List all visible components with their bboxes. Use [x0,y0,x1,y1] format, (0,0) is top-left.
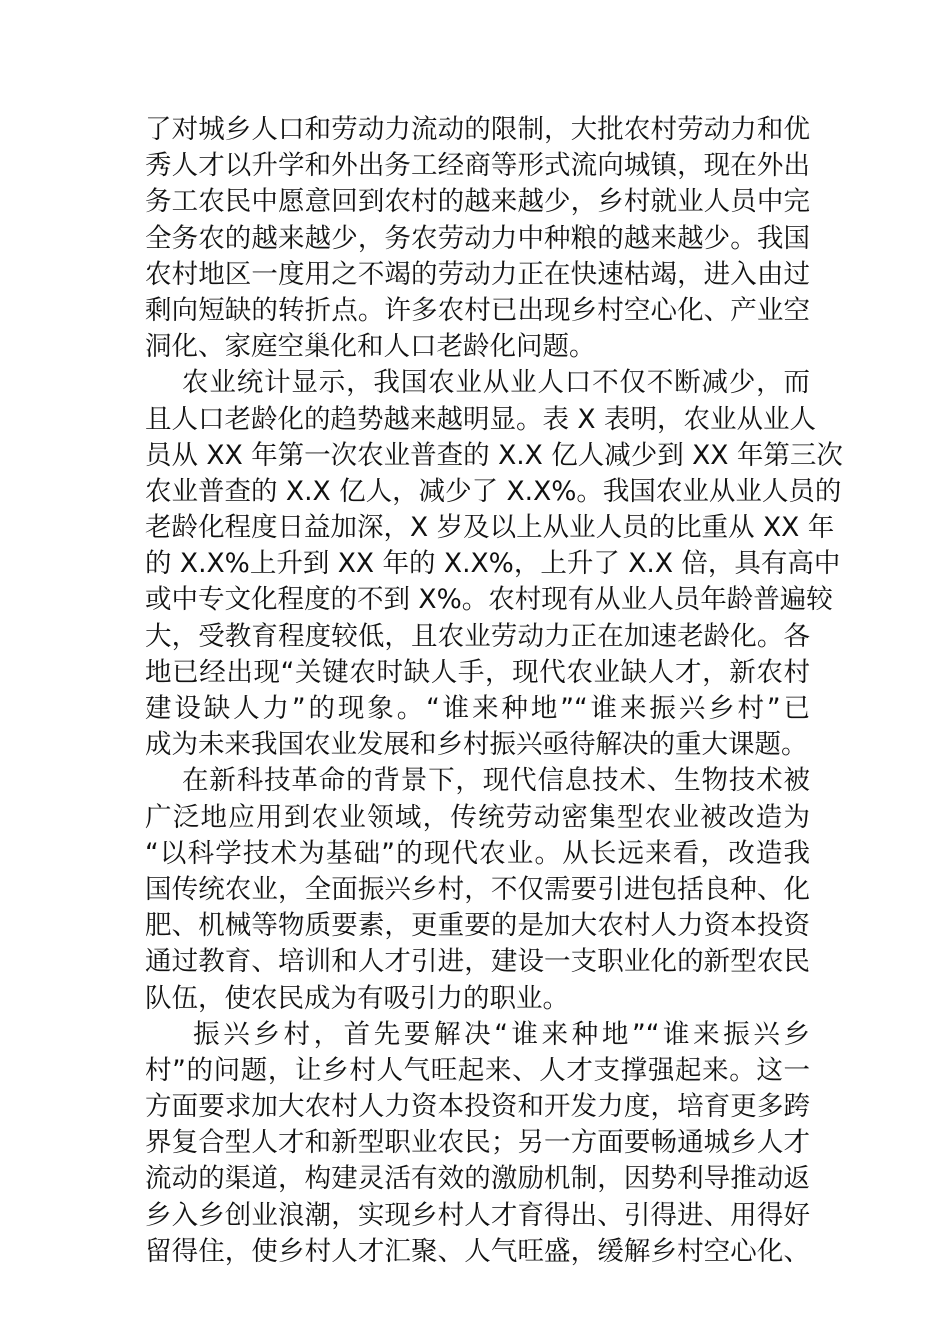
paragraph [145,763,810,1016]
paragraph [145,1017,810,1270]
text-line: 国传统农业，全面振兴乡村，不仅需要引进包括良种、化 [145,873,810,905]
text-line: 秀人才以升学和外出务工经商等形式流向城镇，现在外出 [145,150,810,182]
text-line: 广泛地应用到农业领域，传统劳动密集型农业被改造为 [145,801,810,833]
paragraph [145,112,810,365]
text-line: 剩向短缺的转折点。许多农村已出现乡村空心化、产业空 [145,294,810,326]
text-line: 界复合型人才和新型职业农民；另一方面要畅通城乡人才 [145,1127,810,1159]
text-line: 农业普查的 X.X 亿人，减少了 X.X%。我国农业从业人员的 [145,475,842,507]
text-line: 乡入乡创业浪潮，实现乡村人才育得出、引得进、用得好 [145,1199,810,1231]
text-line: 全务农的越来越少，务农劳动力中种粮的越来越少。我国 [145,222,810,254]
text-line: 农业统计显示，我国农业从业人口不仅不断减少，而 [145,367,810,399]
text-line: 成为未来我国农业发展和乡村振兴亟待解决的重大课题。 [145,729,808,761]
text-line: “以科学技术为基础”的现代农业。从长远来看，改造我 [145,837,810,869]
text-line: 振兴乡村，首先要解决“谁来种地”“谁来振兴乡 [145,1018,810,1050]
text-line: 的 X.X%上升到 XX 年的 X.X%，上升了 X.X 倍，具有高中 [145,548,841,580]
text-line: 流动的渠道，构建灵活有效的激励机制，因势利导推动返 [145,1163,810,1195]
document-body [145,112,843,1270]
text-line: 在新科技革命的背景下，现代信息技术、生物技术被 [145,765,810,797]
text-line: 建设缺人力”的现象。“谁来种地”“谁来振兴乡村”已 [145,693,810,724]
text-line: 方面要求加大农村人力资本投资和开发力度，培育更多跨 [145,1091,810,1123]
text-line: 且人口老龄化的趋势越来越明显。表 X 表明，农业从业人 [145,403,817,435]
text-line: 肥、机械等物质要素，更重要的是加大农村人力资本投资 [145,910,810,942]
text-line: 大，受教育程度较低，且农业劳动力正在加速老龄化。各 [145,620,810,652]
text-line: 洞化、家庭空巢化和人口老龄化问题。 [145,331,596,363]
text-line: 老龄化程度日益加深，X 岁及以上从业人员的比重从 XX 年 [145,512,835,544]
paragraph [145,365,843,763]
text-line: 员从 XX 年第一次农业普查的 X.X 亿人减少到 XX 年第三次 [145,439,843,471]
text-line: 通过教育、培训和人才引进，建设一支职业化的新型农民 [145,946,810,978]
text-line: 农村地区一度用之不竭的劳动力正在快速枯竭，进入由过 [145,258,810,290]
text-line: 或中专文化程度的不到 X%。农村现有从业人员年龄普遍较 [145,584,833,616]
text-line: 了对城乡人口和劳动力流动的限制，大批农村劳动力和优 [145,114,810,145]
text-line: 村”的问题，让乡村人气旺起来、人才支撑强起来。这一 [145,1054,810,1086]
text-line: 务工农民中愿意回到农村的越来越少，乡村就业人员中完 [145,186,810,218]
text-line: 地已经出现“关键农时缺人手，现代农业缺人才，新农村 [145,656,810,688]
text-line: 留得住，使乡村人才汇聚、人气旺盛，缓解乡村空心化、 [145,1235,810,1267]
text-line: 队伍，使农民成为有吸引力的职业。 [145,982,569,1014]
